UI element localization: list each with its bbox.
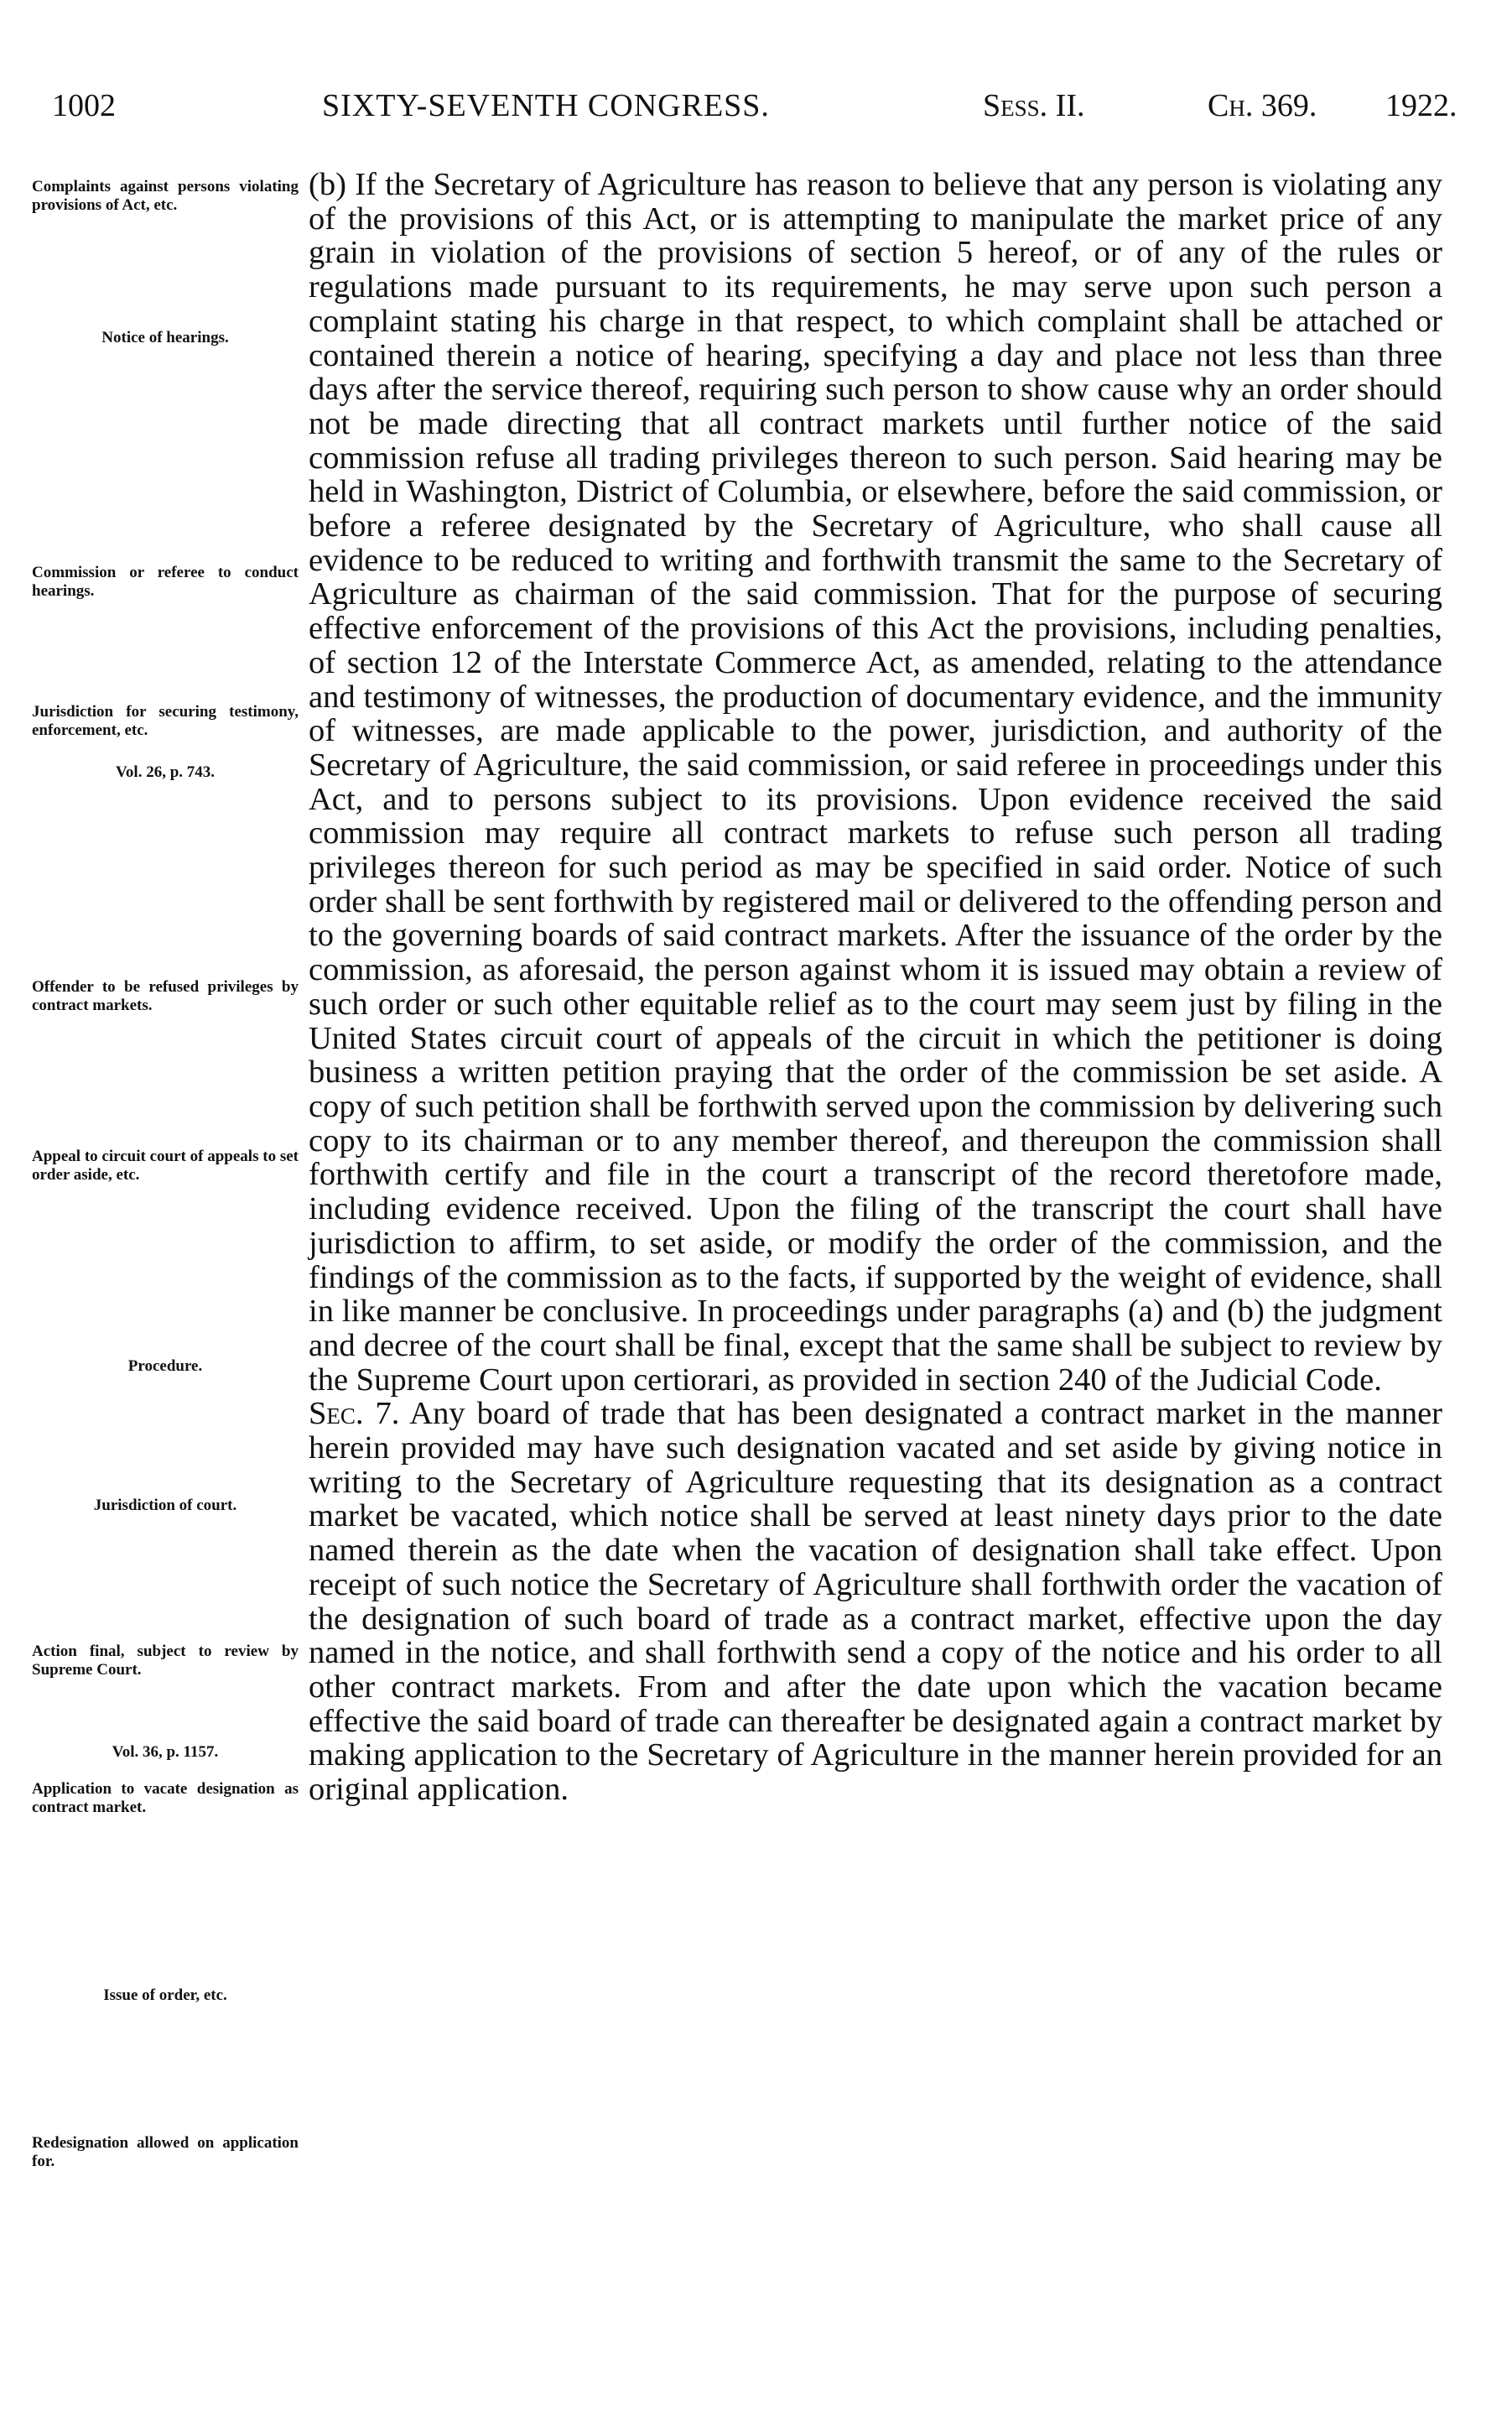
section-7-text: Any board of trade that has been designated a contract market in the manner herein provided may have such designation vacated and set aside by giving notice in writing to the Secretary of Agriculture requesting that its designation as a contract market be vacated, which notice shall be served at least ninety days prior to the date named therein as the date when the vacation of designation shall take effect. Upon receipt of such notice the Secretary of Agriculture shall forthwith order the vacation of the designation of such board of trade as a contract market, effective upon the day named in the notice, and shall forthwith send a copy of the notice and his order to all other contract markets. From and after the date upon which the vacation became effective the said board of trade can thereafter be designated again a contract market by making application to the Secretary of Agriculture in the manner herein provided for an original application. bbox=[309, 1396, 1442, 1808]
margin-note-jurisdiction-testimony: Jurisdiction for securing testimony, enforcement, etc. bbox=[32, 703, 299, 739]
margin-note-action-final: Action final, subject to review by Supreme Court. bbox=[32, 1643, 299, 1679]
congress-title: SIXTY-SEVENTH CONGRESS. bbox=[322, 88, 770, 123]
section-7 bbox=[309, 1397, 1442, 1806]
section-7-label: Sec. 7. bbox=[309, 1396, 400, 1432]
margin-note-offender-refused: Offender to be refused privileges by contract markets. bbox=[32, 978, 299, 1014]
margin-note-application-to-vacate: Application to vacate designation as contract market. bbox=[32, 1780, 299, 1816]
margin-note-commission-or-referee: Commission or referee to conduct hearings. bbox=[32, 564, 299, 600]
page-number: 1002 bbox=[52, 88, 116, 123]
margin-note-issue-of-order: Issue of order, etc. bbox=[103, 1986, 227, 2004]
year-label: 1922. bbox=[1385, 88, 1457, 123]
margin-note-appeal: Appeal to circuit court of appeals to set order aside, etc. bbox=[32, 1148, 299, 1184]
margin-note-notice-of-hearings: Notice of hearings. bbox=[101, 329, 229, 346]
margin-note-redesignation: Redesignation allowed on application for. bbox=[32, 2134, 299, 2170]
margin-note-vol-26: Vol. 26, p. 743. bbox=[115, 763, 216, 781]
chapter-label: Ch. 369. bbox=[1208, 88, 1317, 123]
margin-note-procedure: Procedure. bbox=[127, 1357, 203, 1375]
session-label: Sess. II. bbox=[983, 88, 1085, 123]
margin-note-vol-36: Vol. 36, p. 1157. bbox=[112, 1743, 219, 1761]
margin-notes bbox=[32, 0, 299, 2421]
paragraph-b: (b) If the Secretary of Agriculture has reason to believe that any person is violating any of the provisions of this Act, or is attempting to manipulate the market price of any grain in violation of the provisions of section 5 hereof, or of any of the rules or regulations made pursuant to its requirements, he may serve upon such person a complaint stating his charge in that respect, to which complaint shall be attached or contained therein a notice of hearing, specifying a day and place not less than three days after the service thereof, requiring such person to show cause why an order should not be made directing that all contract markets until further notice of the said commission refuse all trading privileges thereon to such person. Said hearing may be held in Washington, District of Columbia, or elsewhere, before the said commission, or before a referee designated by the Secretary of Agriculture, who shall cause all evidence to be reduced to writing and forthwith transmit the same to the Secretary of Agriculture as chairman of the said commission. That for the purpose of securing effective enforcement of the provisions of this Act the provisions, including penalties, of section 12 of the Interstate Commerce Act, as amended, relating to the attendance and testimony of witnesses, the production of documentary evidence, and the immunity of witnesses, are made applicable to the power, jurisdiction, and authority of the Secretary of Agriculture, the said commission, or said referee in proceedings under this Act, and to persons subject to its provisions. Upon evidence received the said commission may require all contract markets to refuse such person all trading privileges thereon for such period as may be specified in said order. Notice of such order shall be sent forthwith by registered mail or delivered to the offending person and to the governing boards of said contract markets. After the issuance of the order by the commission, as aforesaid, the person against whom it is issued may obtain a review of such order or such other equitable relief as to the court may seem just by filing in the United States circuit court of appeals of the circuit in which the petitioner is doing business a written petition praying that the order of the commission be set aside. A copy of such petition shall be forthwith served upon the commission by delivering such copy to its chairman or to any member thereof, and thereupon the commission shall forthwith certify and file in the court a transcript of the record theretofore made, including evidence received. Upon the filing of the transcript the court shall have jurisdiction to affirm, to set aside, or modify the order of the commission, and the findings of the commission as to the facts, if supported by the weight of evidence, shall in like manner be conclusive. In proceedings under paragraphs (a) and (b) the judgment and decree of the court shall be final, except that the same shall be subject to review by the Supreme Court upon certiorari, as provided in section 240 of the Judicial Code. bbox=[309, 167, 1442, 1398]
margin-note-complaints: Complaints against persons violating provisions of Act, etc. bbox=[32, 178, 299, 214]
statute-body bbox=[309, 168, 1442, 1807]
margin-note-jurisdiction-of-court: Jurisdiction of court. bbox=[93, 1497, 237, 1514]
